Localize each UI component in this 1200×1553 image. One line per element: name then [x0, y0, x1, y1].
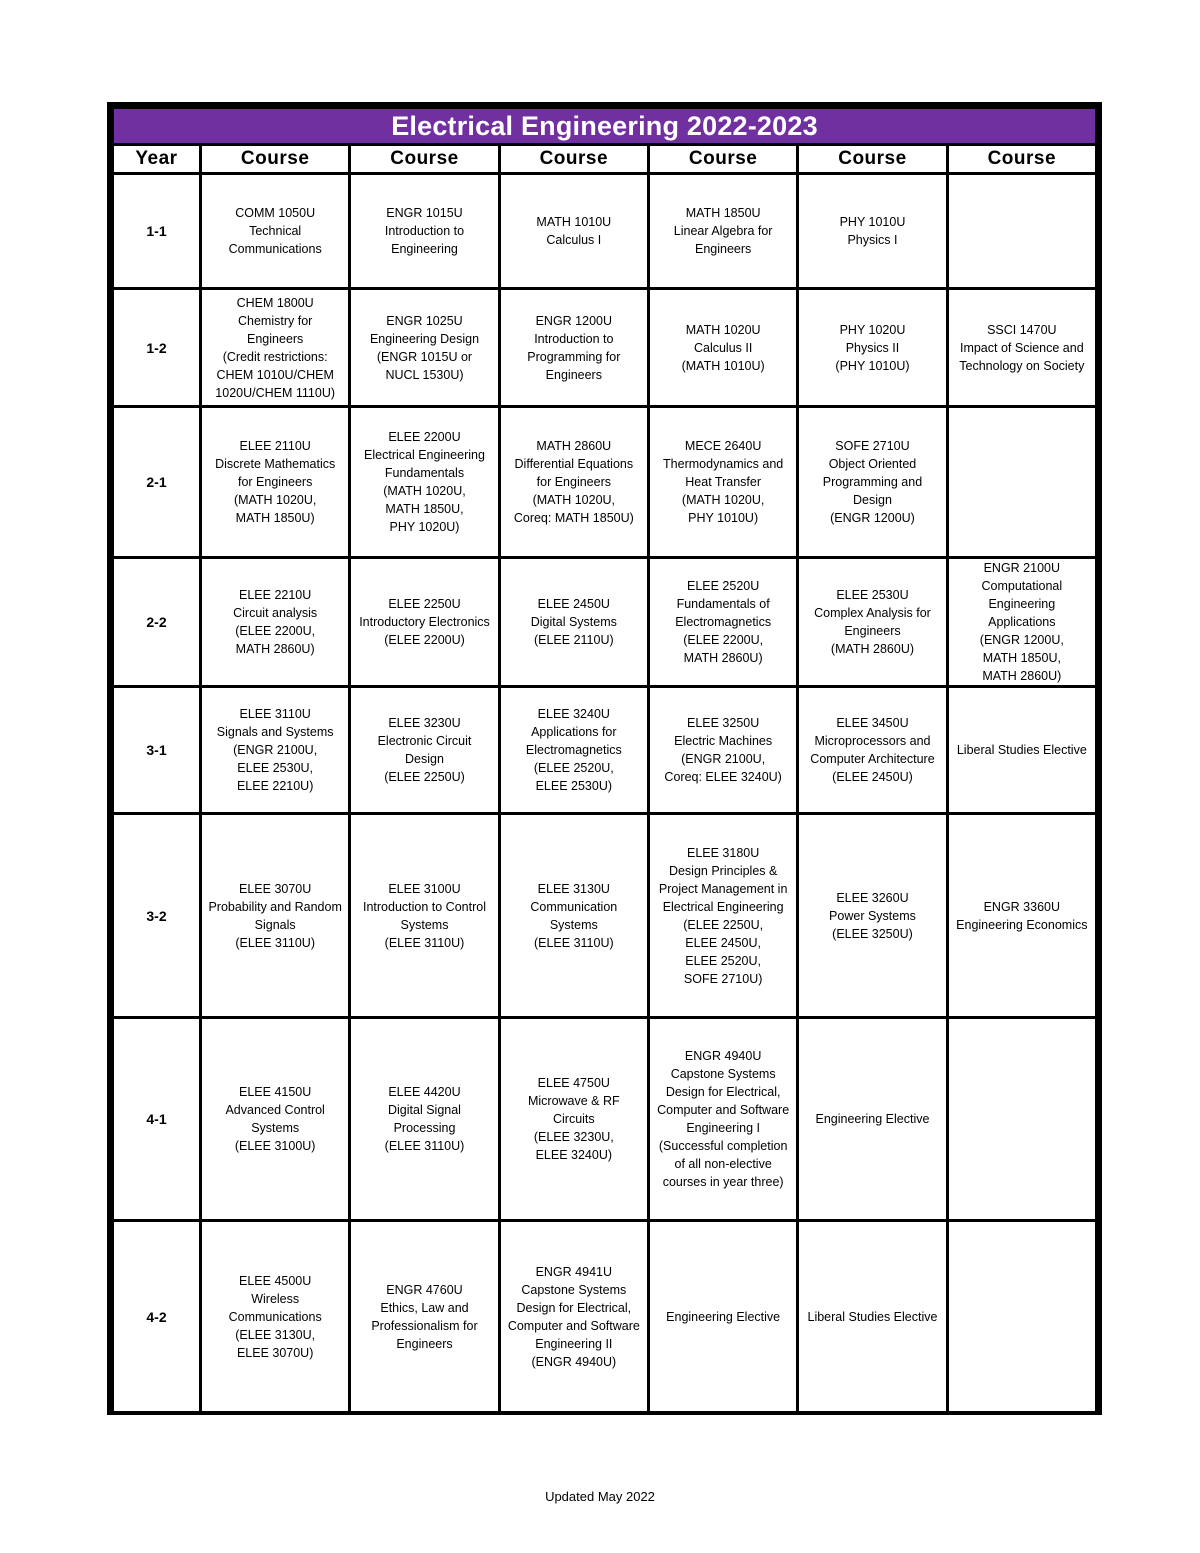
course-cell: [201, 687, 350, 814]
course-detail-line: (ENGR 2100U,: [681, 752, 766, 766]
course-detail-line: Electronic Circuit: [377, 734, 472, 748]
course-cell: [201, 289, 350, 407]
course-code: MATH 2860U: [536, 439, 612, 453]
course-detail-line: Fundamentals of: [676, 597, 770, 611]
course-detail-line: (ENGR 1200U): [830, 511, 915, 525]
header-row: [113, 145, 1097, 174]
course-detail-line: Design Principles &: [668, 863, 778, 878]
course-detail-line: MATH 2860U): [683, 651, 763, 665]
course-detail-line: Coreq: MATH 1850U): [513, 511, 634, 525]
course-detail-line: Engineers: [545, 367, 602, 382]
course-code: ELEE 2450U: [537, 597, 610, 611]
empty-course-cell: [947, 407, 1096, 558]
course-detail-line: Ethics, Law and: [380, 1301, 469, 1315]
course-detail-line: Chemistry for: [238, 313, 313, 328]
course-detail-line: Engineering Design: [369, 331, 480, 346]
year-term-cell: 4-1: [113, 1018, 201, 1221]
course-code: MATH 1010U: [536, 215, 612, 229]
course-cell: [499, 289, 648, 407]
course-detail-line: Engineering: [391, 242, 458, 256]
course-detail-line: Physics I: [847, 233, 898, 247]
course-column-header: Course: [798, 145, 947, 174]
course-code: ELEE 2250U: [388, 597, 461, 611]
course-cell: [350, 1018, 499, 1221]
course-code: Liberal Studies Elective: [956, 743, 1087, 757]
course-column-header: Course: [350, 145, 499, 174]
course-detail-line: (MATH 1010U): [681, 358, 765, 373]
course-code: Engineering Elective: [815, 1112, 930, 1126]
course-detail-line: Processing: [393, 1121, 456, 1135]
course-detail-line: PHY 1020U): [389, 520, 460, 534]
course-detail-line: Communications: [228, 242, 322, 256]
course-code: ELEE 3240U: [537, 707, 610, 721]
course-detail-line: PHY 1010U): [688, 511, 759, 525]
course-cell: [201, 814, 350, 1018]
course-cell: [947, 558, 1096, 687]
course-detail-line: (MATH 1020U,: [681, 493, 765, 507]
course-detail-line: MATH 2860U): [982, 669, 1062, 683]
course-cell: [648, 289, 797, 407]
course-cell: [947, 687, 1096, 814]
course-detail-line: Electric Machines: [674, 734, 773, 748]
course-detail-line: Electrical Engineering: [364, 448, 485, 462]
course-code: ELEE 4750U: [537, 1076, 610, 1090]
course-detail-line: for Engineers: [237, 475, 313, 489]
course-detail-line: Capstone Systems: [670, 1067, 776, 1081]
course-detail-line: Systems: [549, 917, 598, 932]
course-code: ELEE 4420U: [388, 1085, 461, 1099]
course-cell: [648, 174, 797, 289]
course-detail-line: Circuit analysis: [233, 606, 318, 620]
course-detail-line: Project Management in: [658, 881, 788, 896]
course-detail-line: (ELEE 3110U): [235, 935, 315, 950]
course-detail-line: (PHY 1010U): [835, 358, 910, 373]
year-term-cell: 2-2: [113, 558, 201, 687]
course-detail-line: Design for Electrical,: [665, 1085, 781, 1099]
course-cell: [499, 174, 648, 289]
course-cell: [201, 558, 350, 687]
course-code: ENGR 4941U: [535, 1265, 613, 1279]
course-detail-line: Communication: [530, 899, 618, 914]
course-detail-line: ELEE 2530U,: [237, 761, 314, 775]
course-code: ELEE 3070U: [239, 881, 312, 896]
course-detail-line: (ELEE 2450U): [832, 770, 913, 784]
course-cell: [947, 814, 1096, 1018]
course-detail-line: Signals and Systems: [216, 725, 334, 739]
course-detail-line: Programming for: [527, 349, 621, 364]
semester-row: [113, 174, 1097, 289]
course-detail-line: ELEE 3240U): [535, 1148, 613, 1162]
course-detail-line: (ELEE 2110U): [533, 633, 614, 647]
course-code: SSCI 1470U: [987, 322, 1057, 337]
course-detail-line: Probability and Random: [208, 899, 342, 914]
course-code: ENGR 1015U: [386, 206, 463, 220]
course-detail-line: Circuits: [552, 1112, 595, 1126]
semester-row: [113, 1018, 1097, 1221]
course-detail-line: Wireless: [251, 1292, 300, 1306]
course-detail-line: for Engineers: [536, 475, 611, 489]
course-detail-line: Applications for: [531, 725, 617, 739]
course-column-header: Course: [201, 145, 350, 174]
course-detail-line: MATH 1850U,: [385, 502, 464, 516]
course-detail-line: Discrete Mathematics: [215, 457, 336, 471]
course-cell: [798, 407, 947, 558]
course-detail-line: Engineering II: [535, 1337, 613, 1351]
course-detail-line: Calculus II: [693, 340, 753, 355]
course-code: ELEE 3250U: [687, 716, 760, 730]
course-detail-line: Engineering: [988, 597, 1056, 611]
course-column-header: Course: [499, 145, 648, 174]
course-cell: [648, 814, 797, 1018]
course-detail-line: (ELEE 2520U,: [533, 761, 614, 775]
course-detail-line: (ELEE 3100U): [234, 1139, 316, 1153]
course-cell: [648, 687, 797, 814]
course-code: ENGR 2100U: [983, 561, 1061, 575]
updated-note: Updated May 2022: [545, 1489, 655, 1504]
semester-row: [113, 814, 1097, 1018]
year-term-cell: 3-1: [113, 687, 201, 814]
course-detail-line: Impact of Science and: [959, 340, 1084, 355]
course-detail-line: Differential Equations: [514, 457, 634, 471]
course-cell: [499, 814, 648, 1018]
course-code: ELEE 2520U: [687, 579, 760, 593]
course-detail-line: (ELEE 3250U): [832, 926, 913, 941]
course-detail-line: Introduction to: [384, 224, 465, 238]
course-detail-line: Fundamentals: [384, 466, 465, 480]
course-code: ELEE 3100U: [388, 881, 461, 896]
course-code: ELEE 2200U: [388, 430, 461, 444]
course-detail-line: courses in year three): [662, 1175, 784, 1189]
course-code: ELEE 3110U: [239, 707, 311, 721]
program-map-table: [107, 102, 1102, 1415]
course-cell: [499, 687, 648, 814]
semester-row: [113, 1221, 1097, 1414]
course-cell: [201, 407, 350, 558]
course-detail-line: of all non-elective: [674, 1157, 772, 1171]
course-detail-line: Thermodynamics and: [663, 457, 784, 471]
course-code: PHY 1020U: [839, 322, 906, 337]
course-code: Engineering Elective: [666, 1310, 781, 1324]
course-detail-line: (MATH 1020U,: [532, 493, 616, 507]
course-cell: [201, 1221, 350, 1414]
course-code: ENGR 1025U: [386, 313, 463, 328]
course-detail-line: Electromagnetics: [525, 743, 622, 757]
course-code: ENGR 1200U: [535, 313, 613, 328]
course-code: ELEE 2210U: [239, 588, 312, 602]
course-code: ELEE 2530U: [836, 588, 909, 602]
course-detail-line: Power Systems: [829, 908, 916, 923]
course-cell: [648, 1018, 797, 1221]
course-detail-line: CHEM 1010U/CHEM: [216, 367, 334, 382]
course-detail-line: MATH 1850U): [235, 511, 315, 525]
course-cell: [350, 1221, 499, 1414]
course-detail-line: Heat Transfer: [685, 475, 762, 489]
course-cell: [499, 1221, 648, 1414]
course-detail-line: Systems: [400, 917, 449, 932]
course-detail-line: (ELEE 3110U): [384, 1139, 465, 1153]
course-detail-line: (MATH 1020U,: [383, 484, 466, 498]
course-detail-line: NUCL 1530U): [385, 367, 464, 382]
table-title: Electrical Engineering 2022-2023: [113, 108, 1097, 145]
course-detail-line: Applications: [988, 615, 1056, 629]
course-code: ELEE 4500U: [239, 1274, 312, 1288]
course-detail-line: Digital Signal: [388, 1103, 461, 1117]
course-detail-line: Engineers: [247, 331, 304, 346]
year-term-cell: 1-1: [113, 174, 201, 289]
course-detail-line: Technology on Society: [959, 358, 1085, 373]
course-detail-line: (ELEE 3230U,: [533, 1130, 614, 1144]
course-detail-line: Programming and: [822, 475, 923, 489]
course-code: ELEE 3180U: [687, 845, 760, 860]
course-code: ELEE 3450U: [836, 716, 909, 730]
course-code: ELEE 3260U: [836, 890, 909, 905]
course-detail-line: (ELEE 3110U): [533, 935, 614, 950]
course-code: ELEE 4150U: [239, 1085, 312, 1099]
course-code: ENGR 3360U: [983, 899, 1061, 914]
course-detail-line: Engineering Economics: [956, 917, 1088, 932]
course-detail-line: Technical: [249, 224, 302, 238]
course-detail-line: ELEE 2520U,: [685, 953, 762, 968]
course-detail-line: ELEE 2210U): [236, 779, 314, 793]
course-detail-line: Electromagnetics: [675, 615, 772, 629]
course-detail-line: Computer Architecture: [810, 752, 935, 766]
course-cell: [350, 407, 499, 558]
course-cell: [499, 407, 648, 558]
course-detail-line: (ELEE 2200U): [384, 633, 465, 647]
course-cell: [798, 1018, 947, 1221]
course-detail-line: Introduction to: [534, 331, 614, 346]
course-detail-line: Advanced Control: [225, 1103, 325, 1117]
course-detail-line: ELEE 3070U): [236, 1346, 314, 1360]
course-detail-line: (Successful completion: [658, 1139, 788, 1153]
course-cell: [350, 174, 499, 289]
course-cell: [798, 1221, 947, 1414]
semester-row: [113, 558, 1097, 687]
course-detail-line: Linear Algebra for: [673, 224, 773, 238]
course-detail-line: Design: [853, 493, 892, 507]
course-detail-line: Computer and Software: [507, 1319, 640, 1333]
course-column-header: Course: [947, 145, 1096, 174]
course-code: MECE 2640U: [684, 439, 762, 453]
course-cell: [350, 558, 499, 687]
course-detail-line: Professionalism for: [371, 1319, 478, 1333]
course-detail-line: (ELEE 3130U,: [235, 1328, 316, 1342]
year-term-cell: 3-2: [113, 814, 201, 1018]
course-detail-line: (ENGR 1200U,: [979, 633, 1064, 647]
course-detail-line: Engineers: [695, 242, 752, 256]
course-detail-line: Microwave & RF: [527, 1094, 620, 1108]
course-cell: [798, 289, 947, 407]
course-detail-line: MATH 2860U): [235, 642, 315, 656]
course-cell: [798, 558, 947, 687]
course-detail-line: Microprocessors and: [814, 734, 931, 748]
empty-course-cell: [947, 1221, 1096, 1414]
course-cell: [499, 1018, 648, 1221]
course-detail-line: (ELEE 3110U): [384, 935, 465, 950]
year-term-cell: 4-2: [113, 1221, 201, 1414]
course-cell: [947, 289, 1096, 407]
course-code: MATH 1850U: [685, 206, 761, 220]
course-code: ELEE 2110U: [239, 439, 311, 453]
course-detail-line: MATH 1850U,: [982, 651, 1061, 665]
course-detail-line: (MATH 2860U): [830, 642, 915, 656]
course-detail-line: (ENGR 2100U,: [233, 743, 318, 757]
course-detail-line: Introductory Electronics: [359, 615, 490, 629]
semester-row: [113, 407, 1097, 558]
course-cell: [798, 687, 947, 814]
course-cell: [201, 1018, 350, 1221]
course-detail-line: (Credit restrictions:: [222, 349, 328, 364]
course-code: ELEE 3130U: [537, 881, 610, 896]
semester-row: [113, 687, 1097, 814]
course-detail-line: Design: [405, 752, 444, 766]
course-code: PHY 1010U: [839, 215, 906, 229]
course-cell: [798, 814, 947, 1018]
course-detail-line: Capstone Systems: [521, 1283, 627, 1297]
course-cell: [499, 558, 648, 687]
course-detail-line: Complex Analysis for: [814, 606, 931, 620]
course-detail-line: Physics II: [845, 340, 900, 355]
course-cell: [648, 558, 797, 687]
semester-row: [113, 289, 1097, 407]
course-detail-line: Design for Electrical,: [516, 1301, 632, 1315]
course-detail-line: Electrical Engineering: [662, 899, 784, 914]
empty-course-cell: [947, 1018, 1096, 1221]
course-code: MATH 1020U: [685, 322, 761, 337]
course-detail-line: ELEE 2530U): [535, 779, 613, 793]
course-detail-line: Calculus I: [546, 233, 602, 247]
course-column-header: Course: [648, 145, 797, 174]
course-detail-line: 1020U/CHEM 1110U): [215, 385, 336, 400]
course-code: Liberal Studies Elective: [807, 1310, 938, 1324]
course-cell: [798, 174, 947, 289]
course-detail-line: (ELEE 2200U,: [235, 624, 316, 638]
course-cell: [648, 1221, 797, 1414]
course-cell: [350, 814, 499, 1018]
course-detail-line: (ENGR 1015U or: [376, 349, 473, 364]
empty-course-cell: [947, 174, 1096, 289]
course-detail-line: (MATH 1020U,: [233, 493, 317, 507]
course-code: SOFE 2710U: [835, 439, 910, 453]
course-detail-line: (ELEE 2250U): [384, 770, 465, 784]
course-detail-line: Signals: [254, 917, 296, 932]
course-cell: [350, 289, 499, 407]
course-cell: [350, 687, 499, 814]
course-detail-line: Digital Systems: [530, 615, 617, 629]
course-detail-line: Introduction to Control: [362, 899, 486, 914]
course-detail-line: Systems: [251, 1121, 300, 1135]
course-code: COMM 1050U: [235, 206, 316, 220]
course-cell: [648, 407, 797, 558]
year-term-cell: 2-1: [113, 407, 201, 558]
course-detail-line: Object Oriented: [828, 457, 917, 471]
course-detail-line: Communications: [228, 1310, 322, 1324]
course-detail-line: ELEE 2450U,: [685, 935, 762, 950]
course-detail-line: Engineering I: [686, 1121, 760, 1135]
course-code: ENGR 4760U: [386, 1283, 463, 1297]
course-detail-line: Engineers: [396, 1337, 453, 1351]
course-cell: [201, 174, 350, 289]
course-detail-line: (ENGR 4940U): [531, 1355, 617, 1369]
course-detail-line: Engineers: [844, 624, 901, 638]
course-detail-line: (ELEE 2250U,: [683, 917, 764, 932]
course-detail-line: Computer and Software: [657, 1103, 790, 1117]
course-detail-line: (ELEE 2200U,: [683, 633, 764, 647]
year-term-cell: 1-2: [113, 289, 201, 407]
year-column-header: Year: [113, 145, 201, 174]
course-code: ENGR 4940U: [684, 1049, 762, 1063]
course-detail-line: SOFE 2710U): [683, 971, 763, 986]
course-detail-line: Computational: [981, 579, 1063, 593]
course-code: ELEE 3230U: [388, 716, 461, 730]
course-code: CHEM 1800U: [236, 295, 314, 310]
course-detail-line: Coreq: ELEE 3240U): [664, 770, 782, 784]
